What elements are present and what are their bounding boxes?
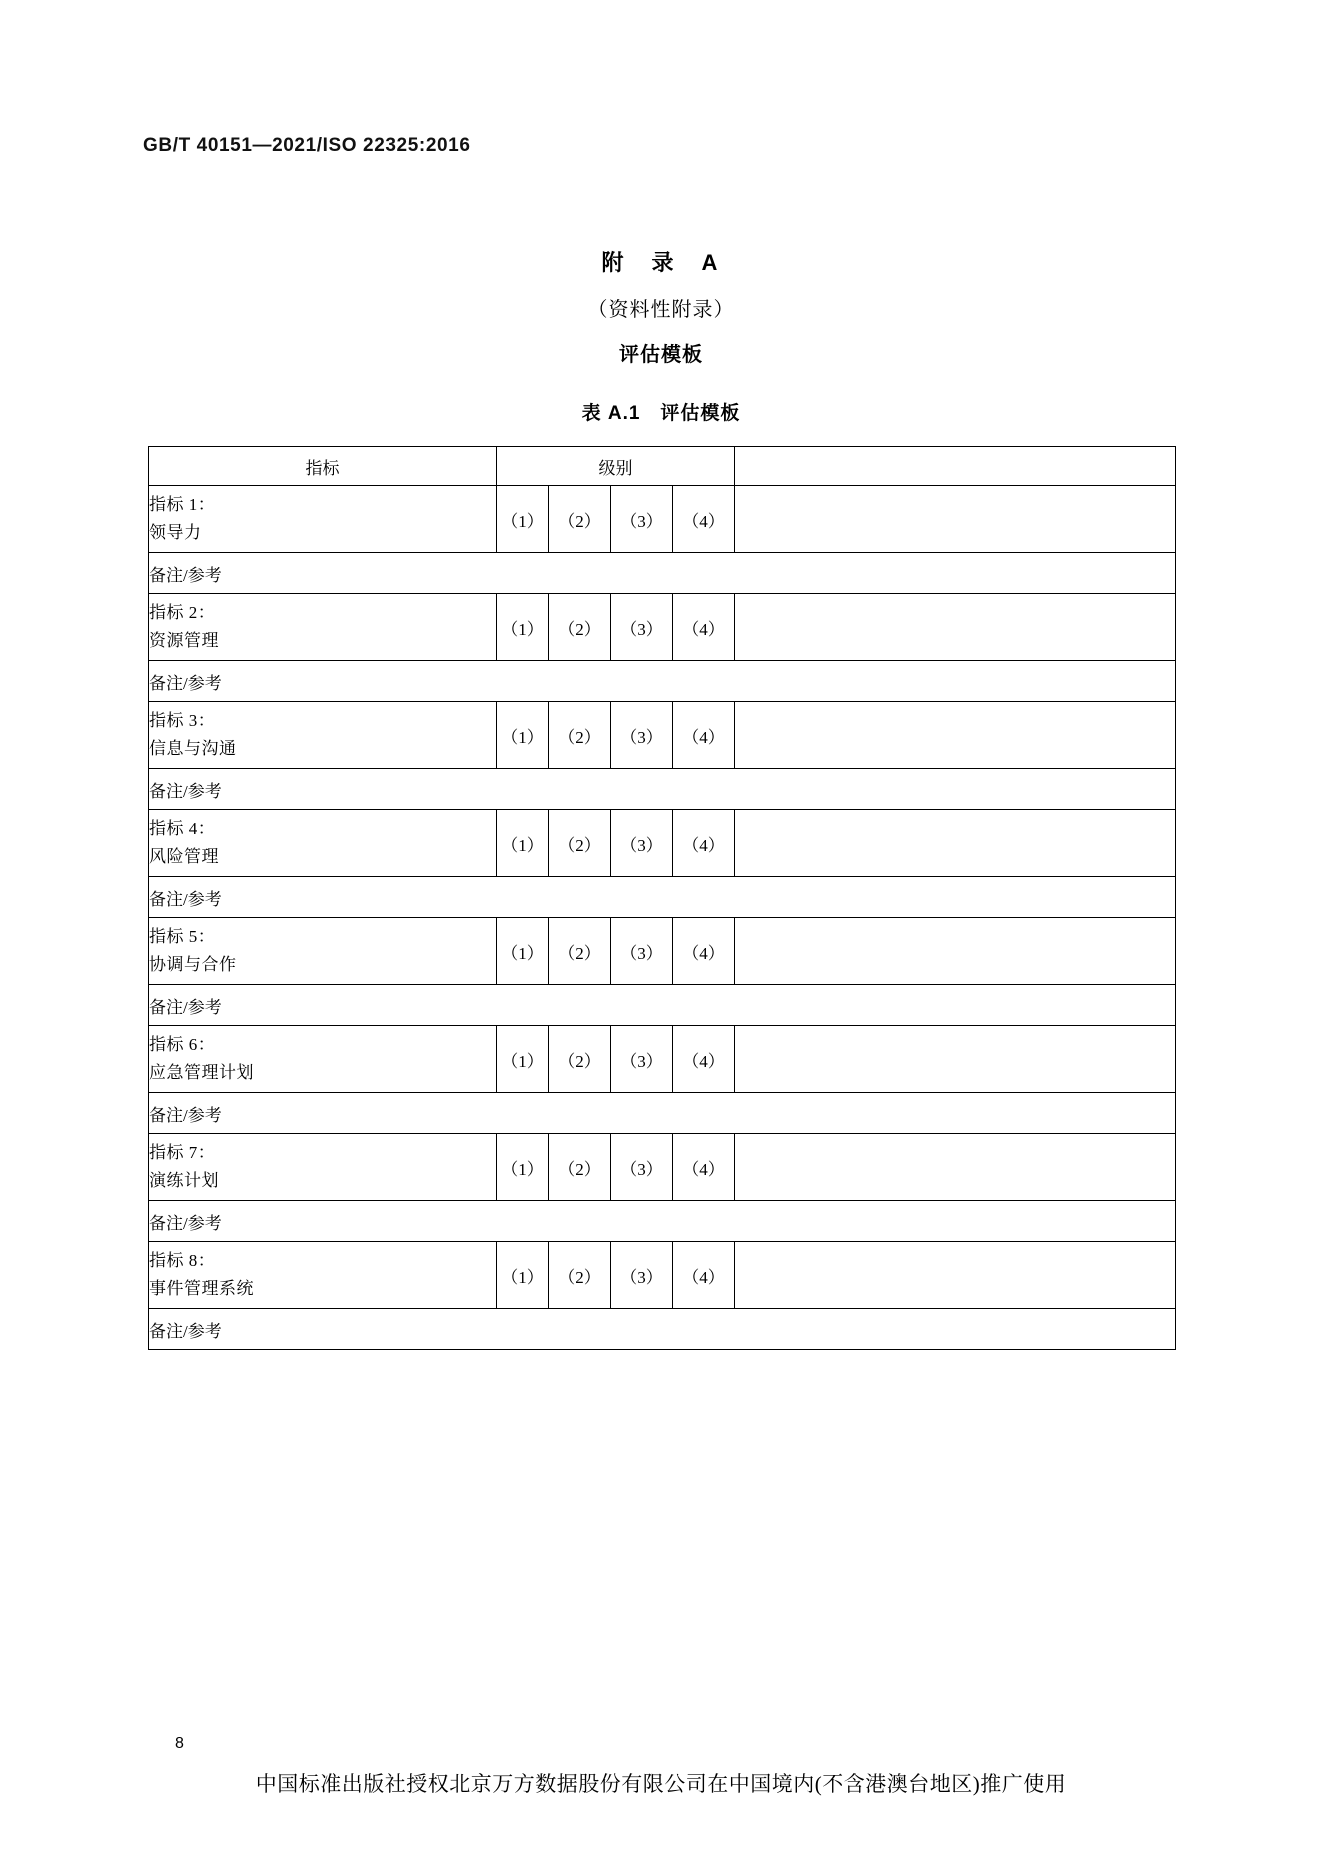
- level-option-6-1[interactable]: （1）: [497, 1026, 549, 1093]
- level-option-5-3[interactable]: （3）: [611, 918, 673, 985]
- assessment-template-table: [148, 446, 1176, 1350]
- table-row: [149, 661, 1176, 702]
- level-option-1-1[interactable]: （1）: [497, 486, 549, 553]
- comment-cell-6[interactable]: [735, 1026, 1176, 1093]
- indicator-name-1: 领导力: [149, 523, 202, 542]
- page-number: 8: [175, 1735, 184, 1752]
- indicator-title-6: 指标 6：: [149, 1034, 216, 1054]
- indicator-title-2: 指标 2：: [149, 602, 216, 622]
- annex-name: 评估模板: [619, 344, 703, 366]
- indicator-name-5: 协调与合作: [149, 955, 237, 974]
- level-option-1-3[interactable]: （3）: [611, 486, 673, 553]
- level-option-2-3[interactable]: （3）: [611, 594, 673, 661]
- column-header-level: 级别: [497, 447, 735, 486]
- level-option-8-4[interactable]: （4）: [673, 1242, 735, 1309]
- indicator-name-8: 事件管理系统: [149, 1279, 254, 1298]
- level-option-3-4[interactable]: （4）: [673, 702, 735, 769]
- level-option-4-3[interactable]: （3）: [611, 810, 673, 877]
- indicator-cell-4: [149, 810, 497, 877]
- indicator-name-4: 风险管理: [149, 847, 219, 866]
- indicator-title-5: 指标 5：: [149, 926, 216, 946]
- annex-title: 附 录 A: [601, 250, 721, 275]
- table-caption: 表 A.1 评估模板: [581, 403, 741, 424]
- level-option-7-4[interactable]: （4）: [673, 1134, 735, 1201]
- indicator-name-7: 演练计划: [149, 1171, 219, 1190]
- table-row: [149, 1201, 1176, 1242]
- comment-cell-1[interactable]: [735, 486, 1176, 553]
- table-row: [149, 702, 1176, 769]
- comment-cell-4[interactable]: [735, 810, 1176, 877]
- indicator-name-2: 资源管理: [149, 631, 219, 650]
- level-option-6-4[interactable]: （4）: [673, 1026, 735, 1093]
- note-row-3[interactable]: 备注/参考: [149, 769, 1176, 810]
- table-row: [149, 1242, 1176, 1309]
- level-option-8-3[interactable]: （3）: [611, 1242, 673, 1309]
- indicator-title-4: 指标 4：: [149, 818, 216, 838]
- table-row: [149, 1309, 1176, 1350]
- table-row: [149, 810, 1176, 877]
- level-option-5-2[interactable]: （2）: [549, 918, 611, 985]
- table-row: [149, 486, 1176, 553]
- comment-cell-5[interactable]: [735, 918, 1176, 985]
- level-option-6-3[interactable]: （3）: [611, 1026, 673, 1093]
- indicator-cell-5: [149, 918, 497, 985]
- level-option-7-3[interactable]: （3）: [611, 1134, 673, 1201]
- table-row: [149, 877, 1176, 918]
- indicator-name-6: 应急管理计划: [149, 1063, 254, 1082]
- annex-subtitle: （资料性附录）: [587, 299, 735, 321]
- note-row-1[interactable]: 备注/参考: [149, 553, 1176, 594]
- note-row-7[interactable]: 备注/参考: [149, 1201, 1176, 1242]
- comment-cell-7[interactable]: [735, 1134, 1176, 1201]
- annex-heading-block: [0, 246, 1322, 367]
- indicator-title-8: 指标 8：: [149, 1250, 216, 1270]
- level-option-2-1[interactable]: （1）: [497, 594, 549, 661]
- indicator-name-3: 信息与沟通: [149, 739, 237, 758]
- table-row: [149, 594, 1176, 661]
- comment-cell-3[interactable]: [735, 702, 1176, 769]
- indicator-cell-3: [149, 702, 497, 769]
- column-header-blank: [735, 447, 1176, 486]
- indicator-cell-2: [149, 594, 497, 661]
- indicator-cell-1: [149, 486, 497, 553]
- level-option-1-4[interactable]: （4）: [673, 486, 735, 553]
- level-option-8-2[interactable]: （2）: [549, 1242, 611, 1309]
- note-row-8[interactable]: 备注/参考: [149, 1309, 1176, 1350]
- level-option-1-2[interactable]: （2）: [549, 486, 611, 553]
- note-row-6[interactable]: 备注/参考: [149, 1093, 1176, 1134]
- level-option-4-1[interactable]: （1）: [497, 810, 549, 877]
- level-option-4-2[interactable]: （2）: [549, 810, 611, 877]
- table-row: [149, 1026, 1176, 1093]
- indicator-cell-6: [149, 1026, 497, 1093]
- comment-cell-2[interactable]: [735, 594, 1176, 661]
- comment-cell-8[interactable]: [735, 1242, 1176, 1309]
- level-option-4-4[interactable]: （4）: [673, 810, 735, 877]
- table-header-row: [149, 447, 1176, 486]
- level-option-5-4[interactable]: （4）: [673, 918, 735, 985]
- note-row-5[interactable]: 备注/参考: [149, 985, 1176, 1026]
- indicator-title-3: 指标 3：: [149, 710, 216, 730]
- table-row: [149, 553, 1176, 594]
- table-row: [149, 1093, 1176, 1134]
- table-row: [149, 985, 1176, 1026]
- column-header-indicator: 指标: [149, 447, 497, 486]
- table-row: [149, 1134, 1176, 1201]
- level-option-5-1[interactable]: （1）: [497, 918, 549, 985]
- indicator-title-7: 指标 7：: [149, 1142, 216, 1162]
- level-option-6-2[interactable]: （2）: [549, 1026, 611, 1093]
- table-row: [149, 918, 1176, 985]
- note-row-4[interactable]: 备注/参考: [149, 877, 1176, 918]
- indicator-cell-7: [149, 1134, 497, 1201]
- footer-copyright-note: 中国标准出版社授权北京万方数据股份有限公司在中国境内(不含港澳台地区)推广使用: [255, 1772, 1067, 1796]
- level-option-7-1[interactable]: （1）: [497, 1134, 549, 1201]
- level-option-3-3[interactable]: （3）: [611, 702, 673, 769]
- indicator-cell-8: [149, 1242, 497, 1309]
- indicator-title-1: 指标 1：: [149, 494, 216, 514]
- level-option-3-2[interactable]: （2）: [549, 702, 611, 769]
- level-option-7-2[interactable]: （2）: [549, 1134, 611, 1201]
- level-option-3-1[interactable]: （1）: [497, 702, 549, 769]
- standard-code-header: GB/T 40151—2021/ISO 22325:2016: [143, 135, 471, 156]
- level-option-2-4[interactable]: （4）: [673, 594, 735, 661]
- level-option-2-2[interactable]: （2）: [549, 594, 611, 661]
- table-row: [149, 769, 1176, 810]
- level-option-8-1[interactable]: （1）: [497, 1242, 549, 1309]
- note-row-2[interactable]: 备注/参考: [149, 661, 1176, 702]
